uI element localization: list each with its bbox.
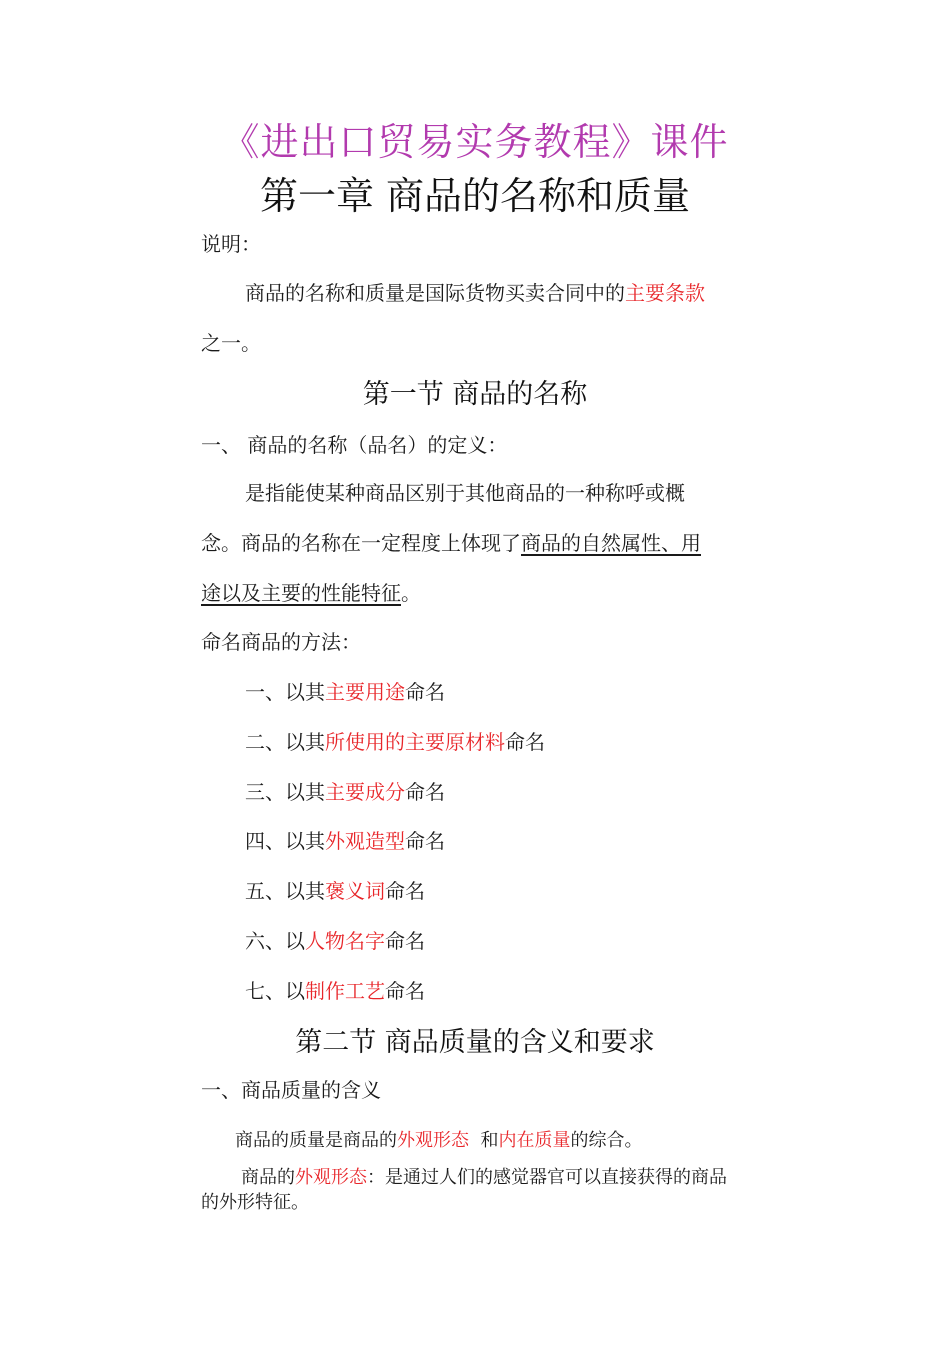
- definition-text: 念。商品的名称在一定程度上体现了: [201, 531, 521, 555]
- method-suffix: 命名: [405, 780, 445, 804]
- method-prefix: 三、以其: [245, 780, 325, 804]
- definition-underlined-cont: 途以及主要的性能特征: [201, 581, 401, 605]
- method-suffix: 命名: [385, 929, 425, 953]
- method-suffix: 命名: [405, 829, 445, 853]
- definition-heading: 一、 商品的名称（品名）的定义：: [201, 433, 508, 457]
- appearance-text-end: ：是通过人们的感觉器官可以直接获得的商品: [367, 1167, 727, 1188]
- quality-subheading: 一、商品质量的含义: [201, 1078, 381, 1102]
- document-title: 《进出口贸易实务教程》课件: [221, 120, 729, 164]
- methods-heading: 命名商品的方法：: [201, 630, 361, 654]
- method-item: [245, 925, 425, 954]
- method-prefix: 四、以其: [245, 829, 325, 853]
- method-item: [245, 726, 545, 755]
- method-item: [245, 825, 445, 854]
- quality-text: 商品的质量是商品的: [235, 1130, 397, 1151]
- method-suffix: 命名: [405, 680, 445, 704]
- method-prefix: 六、以: [245, 929, 305, 953]
- appearance-definition-cont: 的外形特征。: [201, 1192, 309, 1213]
- appearance-definition: [241, 1163, 727, 1189]
- note-paragraph: [245, 277, 705, 306]
- quality-text-mid: 和: [469, 1130, 499, 1151]
- appearance-text: 商品的: [241, 1167, 295, 1188]
- method-item: [245, 875, 425, 904]
- method-suffix: 命名: [385, 979, 425, 1003]
- method-highlight: 主要用途: [325, 680, 405, 704]
- method-item: [245, 975, 425, 1004]
- note-text: 商品的名称和质量是国际货物买卖合同中的: [245, 281, 625, 305]
- definition-underlined: 商品的自然属性、用: [521, 531, 701, 555]
- method-prefix: 二、以其: [245, 730, 325, 754]
- note-paragraph-end: 之一。: [201, 331, 261, 355]
- note-label: 说明：: [201, 232, 261, 256]
- quality-text-end: 的综合。: [570, 1130, 643, 1151]
- section2-heading: 第二节 商品质量的含义和要求: [295, 1027, 655, 1058]
- appearance-highlight: 外观形态: [295, 1167, 367, 1188]
- method-prefix: 七、以: [245, 979, 305, 1003]
- method-suffix: 命名: [505, 730, 545, 754]
- quality-highlight-appearance: 外观形态: [397, 1130, 469, 1151]
- method-item: [245, 676, 445, 705]
- chapter-title: 第一章 商品的名称和质量: [259, 174, 691, 218]
- definition-line-3: [201, 577, 421, 606]
- method-highlight: 主要成分: [325, 780, 405, 804]
- method-highlight: 外观造型: [325, 829, 405, 853]
- quality-highlight-intrinsic: 内在质量: [498, 1130, 571, 1151]
- definition-end: 。: [401, 581, 421, 605]
- method-prefix: 五、以其: [245, 879, 325, 903]
- section1-heading: 第一节 商品的名称: [362, 379, 588, 410]
- method-highlight: 人物名字: [305, 929, 385, 953]
- note-highlight: 主要条款: [625, 281, 705, 305]
- method-item: [245, 776, 445, 805]
- method-highlight: 褒义词: [325, 879, 385, 903]
- method-suffix: 命名: [385, 879, 425, 903]
- definition-line-1: 是指能使某种商品区别于其他商品的一种称呼或概: [245, 481, 685, 505]
- method-highlight: 所使用的主要原材料: [325, 730, 505, 754]
- quality-definition: [235, 1126, 642, 1152]
- definition-line-2: [201, 527, 701, 556]
- method-prefix: 一、以其: [245, 680, 325, 704]
- method-highlight: 制作工艺: [305, 979, 385, 1003]
